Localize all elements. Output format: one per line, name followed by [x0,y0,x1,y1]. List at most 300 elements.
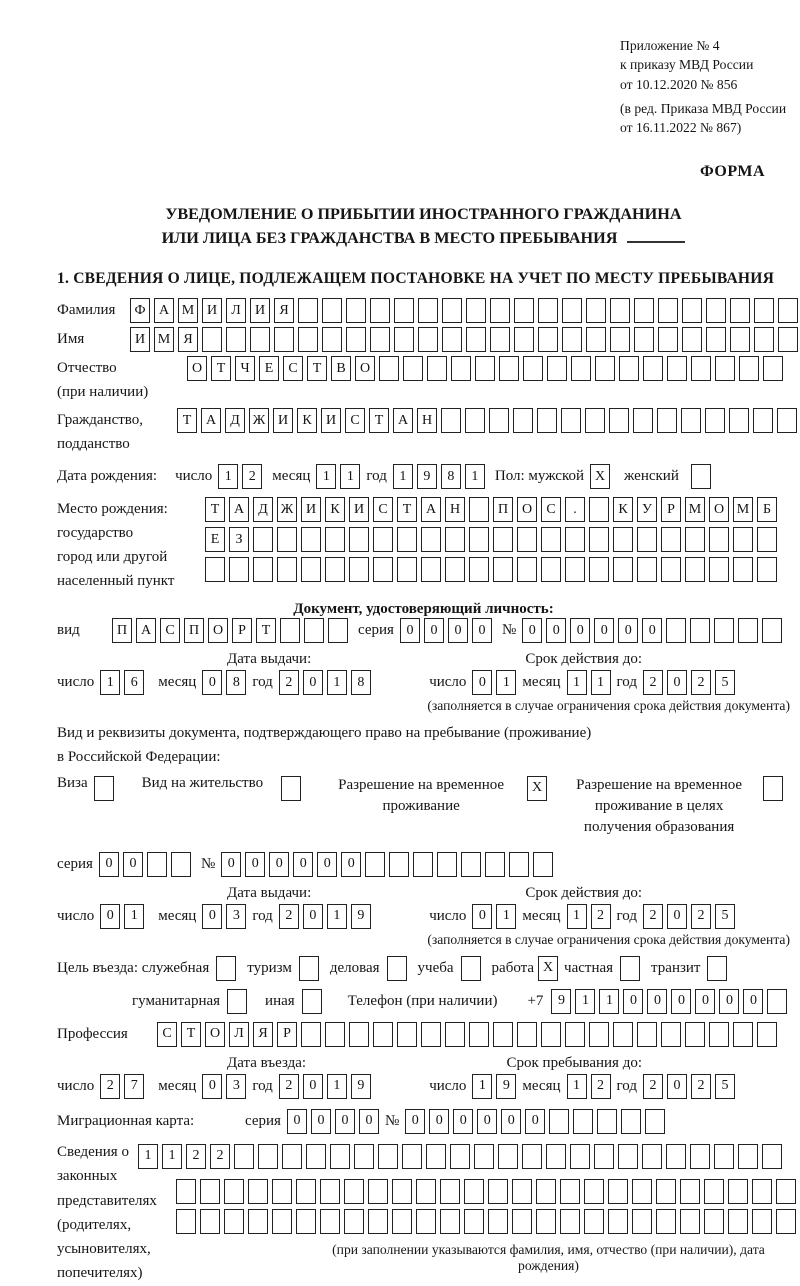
stay-year-cell[interactable]: 0 [667,1074,687,1099]
representatives-cell[interactable] [680,1209,700,1234]
temp-residence-education-checkbox[interactable] [763,776,783,801]
purpose-transit-checkbox[interactable] [707,956,727,981]
birth-month-cell[interactable]: 1 [340,464,360,489]
representatives-cell[interactable] [618,1144,638,1169]
birthplace-cell[interactable] [469,497,489,522]
birthplace-cell[interactable] [637,527,657,552]
name-cell[interactable] [418,327,438,352]
birth-month-cell[interactable]: 1 [316,464,336,489]
doc-type-cell[interactable]: П [184,618,204,643]
permit-series-cell[interactable] [171,852,191,877]
name-cell[interactable] [394,327,414,352]
permit-number-cell[interactable]: 0 [269,852,289,877]
name-cell[interactable] [586,327,606,352]
representatives-cell[interactable] [536,1179,556,1204]
representatives-cell[interactable] [176,1179,196,1204]
profession-cell[interactable] [373,1022,393,1047]
patronymic-cell[interactable]: Е [259,356,279,381]
representatives-cell[interactable] [296,1209,316,1234]
birth-day-cell[interactable]: 2 [242,464,262,489]
profession-cell[interactable]: О [205,1022,225,1047]
permit-number-cell[interactable]: 0 [293,852,313,877]
representatives-cell[interactable] [498,1144,518,1169]
representatives-cell[interactable] [584,1179,604,1204]
representatives-cell[interactable] [200,1179,220,1204]
doc-number-cell[interactable] [690,618,710,643]
permit-valid-month-cell[interactable]: 2 [591,904,611,929]
name-cell[interactable] [538,327,558,352]
citizenship-cell[interactable] [633,408,653,433]
birthplace-cell[interactable]: И [301,497,321,522]
patronymic-cell[interactable] [571,356,591,381]
citizenship-cell[interactable] [705,408,725,433]
representatives-cell[interactable] [570,1144,590,1169]
name-cell[interactable] [322,327,342,352]
surname-cell[interactable] [658,298,678,323]
doc-type-cell[interactable]: С [160,618,180,643]
doc-valid-day-cell[interactable]: 0 [472,670,492,695]
representatives-cell[interactable] [248,1209,268,1234]
migration-series-cell[interactable]: 0 [335,1109,355,1134]
patronymic-cell[interactable] [547,356,567,381]
representatives-cell[interactable] [714,1144,734,1169]
doc-type-cell[interactable] [328,618,348,643]
surname-cell[interactable] [442,298,462,323]
birthplace-cell[interactable] [661,527,681,552]
permit-issue-year-cell[interactable]: 0 [303,904,323,929]
permit-issue-year-cell[interactable]: 1 [327,904,347,929]
representatives-cell[interactable] [632,1179,652,1204]
representatives-cell[interactable] [234,1144,254,1169]
doc-type-cell[interactable]: А [136,618,156,643]
surname-cell[interactable] [586,298,606,323]
representatives-cell[interactable] [546,1144,566,1169]
birthplace-cell[interactable] [301,557,321,582]
doc-issue-year-cell[interactable]: 0 [303,670,323,695]
birthplace-cell[interactable] [277,557,297,582]
doc-series-cell[interactable]: 0 [424,618,444,643]
migration-number-cell[interactable]: 0 [501,1109,521,1134]
phone-cell[interactable]: 0 [743,989,763,1014]
representatives-cell[interactable] [392,1209,412,1234]
temp-residence-checkbox[interactable]: X [527,776,547,801]
name-cell[interactable] [202,327,222,352]
birthplace-cell[interactable]: М [733,497,753,522]
profession-cell[interactable]: Р [277,1022,297,1047]
patronymic-cell[interactable] [595,356,615,381]
birthplace-cell[interactable] [421,557,441,582]
representatives-cell[interactable] [632,1209,652,1234]
birthplace-cell[interactable]: Д [253,497,273,522]
permit-series-cell[interactable] [147,852,167,877]
name-cell[interactable] [370,327,390,352]
permit-number-cell[interactable] [485,852,505,877]
permit-valid-day-cell[interactable]: 0 [472,904,492,929]
surname-cell[interactable] [562,298,582,323]
representatives-cell[interactable] [608,1179,628,1204]
birthplace-cell[interactable] [733,527,753,552]
birthplace-cell[interactable] [253,527,273,552]
permit-issue-year-cell[interactable]: 9 [351,904,371,929]
representatives-cell[interactable] [728,1179,748,1204]
permit-number-cell[interactable] [509,852,529,877]
doc-type-cell[interactable] [304,618,324,643]
doc-issue-month-cell[interactable]: 8 [226,670,246,695]
profession-cell[interactable] [469,1022,489,1047]
birthplace-cell[interactable] [589,497,609,522]
representatives-cell[interactable] [656,1179,676,1204]
doc-type-cell[interactable]: П [112,618,132,643]
representatives-cell[interactable] [224,1209,244,1234]
representatives-cell[interactable] [416,1179,436,1204]
doc-number-cell[interactable] [762,618,782,643]
representatives-cell[interactable]: 2 [210,1144,230,1169]
doc-number-cell[interactable]: 0 [546,618,566,643]
citizenship-cell[interactable]: И [273,408,293,433]
surname-cell[interactable] [370,298,390,323]
phone-cell[interactable]: 0 [695,989,715,1014]
citizenship-cell[interactable] [609,408,629,433]
permit-number-cell[interactable]: 0 [341,852,361,877]
profession-cell[interactable]: Т [181,1022,201,1047]
birthplace-cell[interactable] [373,557,393,582]
migration-number-cell[interactable]: 0 [405,1109,425,1134]
representatives-cell[interactable] [354,1144,374,1169]
representatives-cell[interactable] [426,1144,446,1169]
citizenship-cell[interactable] [753,408,773,433]
birthplace-cell[interactable] [517,527,537,552]
migration-series-cell[interactable]: 0 [287,1109,307,1134]
migration-number-cell[interactable] [597,1109,617,1134]
birthplace-cell[interactable] [637,557,657,582]
birthplace-cell[interactable] [709,527,729,552]
representatives-cell[interactable] [464,1209,484,1234]
doc-issue-day-cell[interactable]: 1 [100,670,120,695]
patronymic-cell[interactable] [763,356,783,381]
entry-year-cell[interactable]: 9 [351,1074,371,1099]
doc-issue-year-cell[interactable]: 2 [279,670,299,695]
representatives-cell[interactable] [392,1179,412,1204]
purpose-other-checkbox[interactable] [302,989,322,1014]
birthplace-cell[interactable] [301,527,321,552]
birthplace-cell[interactable] [397,527,417,552]
birthplace-cell[interactable] [253,557,273,582]
surname-cell[interactable] [346,298,366,323]
representatives-cell[interactable] [474,1144,494,1169]
permit-number-cell[interactable] [461,852,481,877]
profession-cell[interactable] [493,1022,513,1047]
profession-cell[interactable] [589,1022,609,1047]
representatives-cell[interactable] [488,1209,508,1234]
birthplace-cell[interactable]: А [421,497,441,522]
representatives-cell[interactable] [512,1179,532,1204]
representatives-cell[interactable] [378,1144,398,1169]
citizenship-cell[interactable]: И [321,408,341,433]
birthplace-cell[interactable]: Н [445,497,465,522]
birthplace-cell[interactable]: О [709,497,729,522]
phone-cell[interactable]: 1 [575,989,595,1014]
patronymic-cell[interactable]: Т [307,356,327,381]
patronymic-cell[interactable]: О [187,356,207,381]
representatives-cell[interactable] [704,1209,724,1234]
representatives-cell[interactable] [450,1144,470,1169]
name-cell[interactable] [226,327,246,352]
birthplace-cell[interactable] [685,557,705,582]
birth-year-cell[interactable]: 9 [417,464,437,489]
citizenship-cell[interactable] [657,408,677,433]
representatives-cell[interactable] [488,1179,508,1204]
profession-cell[interactable] [445,1022,465,1047]
representatives-cell[interactable] [522,1144,542,1169]
citizenship-cell[interactable] [585,408,605,433]
citizenship-cell[interactable]: Д [225,408,245,433]
patronymic-cell[interactable]: Ч [235,356,255,381]
doc-valid-month-cell[interactable]: 1 [567,670,587,695]
permit-valid-month-cell[interactable]: 1 [567,904,587,929]
name-cell[interactable] [658,327,678,352]
surname-cell[interactable] [610,298,630,323]
birthplace-cell[interactable]: М [685,497,705,522]
phone-cell[interactable]: 0 [623,989,643,1014]
representatives-cell[interactable] [704,1179,724,1204]
surname-cell[interactable] [466,298,486,323]
profession-cell[interactable] [397,1022,417,1047]
permit-number-cell[interactable] [437,852,457,877]
name-cell[interactable] [298,327,318,352]
birthplace-cell[interactable]: К [613,497,633,522]
citizenship-cell[interactable]: А [393,408,413,433]
permit-number-cell[interactable] [533,852,553,877]
birthplace-cell[interactable] [589,557,609,582]
profession-cell[interactable] [613,1022,633,1047]
birthplace-cell[interactable] [445,527,465,552]
profession-cell[interactable] [685,1022,705,1047]
citizenship-cell[interactable] [561,408,581,433]
profession-cell[interactable]: С [157,1022,177,1047]
representatives-cell[interactable] [296,1179,316,1204]
migration-number-cell[interactable]: 0 [453,1109,473,1134]
birthplace-cell[interactable]: Т [397,497,417,522]
birthplace-cell[interactable] [493,527,513,552]
birthplace-cell[interactable] [445,557,465,582]
name-cell[interactable] [634,327,654,352]
birth-year-cell[interactable]: 1 [465,464,485,489]
representatives-cell[interactable] [176,1209,196,1234]
patronymic-cell[interactable] [451,356,471,381]
birthplace-cell[interactable]: Б [757,497,777,522]
representatives-cell[interactable] [584,1209,604,1234]
entry-month-cell[interactable]: 0 [202,1074,222,1099]
stay-year-cell[interactable]: 2 [643,1074,663,1099]
representatives-cell[interactable] [330,1144,350,1169]
surname-cell[interactable] [418,298,438,323]
name-cell[interactable] [250,327,270,352]
phone-cell[interactable]: 9 [551,989,571,1014]
permit-number-cell[interactable]: 0 [221,852,241,877]
citizenship-cell[interactable] [537,408,557,433]
entry-year-cell[interactable]: 1 [327,1074,347,1099]
permit-number-cell[interactable]: 0 [317,852,337,877]
doc-issue-day-cell[interactable]: 6 [124,670,144,695]
birth-year-cell[interactable]: 1 [393,464,413,489]
patronymic-cell[interactable]: Т [211,356,231,381]
migration-series-cell[interactable]: 0 [359,1109,379,1134]
migration-series-cell[interactable]: 0 [311,1109,331,1134]
surname-cell[interactable]: Я [274,298,294,323]
profession-cell[interactable] [301,1022,321,1047]
surname-cell[interactable] [706,298,726,323]
representatives-cell[interactable] [752,1209,772,1234]
name-cell[interactable] [610,327,630,352]
birthplace-cell[interactable] [709,557,729,582]
profession-cell[interactable]: Я [253,1022,273,1047]
representatives-cell[interactable] [248,1179,268,1204]
birthplace-cell[interactable] [325,557,345,582]
permit-number-cell[interactable]: 0 [245,852,265,877]
birthplace-cell[interactable] [757,527,777,552]
permit-issue-day-cell[interactable]: 0 [100,904,120,929]
citizenship-cell[interactable]: Т [369,408,389,433]
name-cell[interactable] [562,327,582,352]
representatives-cell[interactable] [344,1179,364,1204]
profession-cell[interactable] [757,1022,777,1047]
name-cell[interactable] [778,327,798,352]
surname-cell[interactable]: Л [226,298,246,323]
birthplace-cell[interactable]: З [229,527,249,552]
representatives-cell[interactable] [560,1209,580,1234]
doc-type-cell[interactable]: О [208,618,228,643]
surname-cell[interactable]: Ф [130,298,150,323]
representatives-cell[interactable] [440,1179,460,1204]
citizenship-cell[interactable]: С [345,408,365,433]
representatives-cell[interactable] [440,1209,460,1234]
doc-number-cell[interactable]: 0 [642,618,662,643]
phone-cell[interactable]: 0 [719,989,739,1014]
citizenship-cell[interactable] [681,408,701,433]
birth-day-cell[interactable]: 1 [218,464,238,489]
patronymic-cell[interactable] [619,356,639,381]
stay-year-cell[interactable]: 2 [691,1074,711,1099]
patronymic-cell[interactable] [427,356,447,381]
patronymic-cell[interactable] [643,356,663,381]
surname-cell[interactable] [538,298,558,323]
birthplace-cell[interactable] [469,557,489,582]
birthplace-cell[interactable]: П [493,497,513,522]
doc-type-cell[interactable] [280,618,300,643]
doc-issue-month-cell[interactable]: 0 [202,670,222,695]
name-cell[interactable] [346,327,366,352]
birthplace-cell[interactable] [517,557,537,582]
doc-issue-year-cell[interactable]: 1 [327,670,347,695]
patronymic-cell[interactable] [667,356,687,381]
doc-number-cell[interactable]: 0 [594,618,614,643]
citizenship-cell[interactable] [777,408,797,433]
doc-valid-month-cell[interactable]: 1 [591,670,611,695]
name-cell[interactable] [682,327,702,352]
purpose-business-checkbox[interactable] [387,956,407,981]
profession-cell[interactable] [349,1022,369,1047]
patronymic-cell[interactable] [715,356,735,381]
profession-cell[interactable] [517,1022,537,1047]
surname-cell[interactable] [730,298,750,323]
citizenship-cell[interactable] [489,408,509,433]
doc-series-cell[interactable]: 0 [400,618,420,643]
birthplace-cell[interactable]: И [349,497,369,522]
doc-number-cell[interactable]: 0 [522,618,542,643]
entry-month-cell[interactable]: 3 [226,1074,246,1099]
doc-number-cell[interactable] [714,618,734,643]
profession-cell[interactable] [565,1022,585,1047]
birthplace-cell[interactable] [589,527,609,552]
purpose-official-checkbox[interactable] [216,956,236,981]
representatives-cell[interactable] [594,1144,614,1169]
birthplace-cell[interactable] [493,557,513,582]
stay-day-cell[interactable]: 1 [472,1074,492,1099]
representatives-cell[interactable] [320,1209,340,1234]
surname-cell[interactable] [778,298,798,323]
citizenship-cell[interactable]: Н [417,408,437,433]
birthplace-cell[interactable] [565,557,585,582]
citizenship-cell[interactable]: К [297,408,317,433]
stay-year-cell[interactable]: 5 [715,1074,735,1099]
permit-valid-year-cell[interactable]: 2 [643,904,663,929]
surname-cell[interactable] [490,298,510,323]
profession-cell[interactable] [541,1022,561,1047]
birthplace-cell[interactable] [613,527,633,552]
name-cell[interactable]: И [130,327,150,352]
surname-cell[interactable] [322,298,342,323]
birthplace-cell[interactable] [205,557,225,582]
birthplace-cell[interactable] [541,527,561,552]
phone-cell[interactable]: 0 [671,989,691,1014]
patronymic-cell[interactable] [523,356,543,381]
representatives-cell[interactable] [200,1209,220,1234]
profession-cell[interactable] [661,1022,681,1047]
surname-cell[interactable]: И [250,298,270,323]
birthplace-cell[interactable] [397,557,417,582]
representatives-cell[interactable] [680,1179,700,1204]
representatives-cell[interactable] [282,1144,302,1169]
doc-number-cell[interactable] [738,618,758,643]
representatives-cell[interactable] [464,1179,484,1204]
doc-valid-year-cell[interactable]: 2 [691,670,711,695]
birthplace-cell[interactable] [733,557,753,582]
representatives-cell[interactable] [368,1179,388,1204]
stay-month-cell[interactable]: 2 [591,1074,611,1099]
representatives-cell[interactable]: 1 [162,1144,182,1169]
doc-series-cell[interactable]: 0 [472,618,492,643]
phone-cell[interactable] [767,989,787,1014]
birthplace-cell[interactable]: Р [661,497,681,522]
birthplace-cell[interactable]: О [517,497,537,522]
name-cell[interactable] [274,327,294,352]
representatives-cell[interactable] [642,1144,662,1169]
representatives-cell[interactable] [762,1144,782,1169]
citizenship-cell[interactable] [465,408,485,433]
phone-cell[interactable]: 1 [599,989,619,1014]
citizenship-cell[interactable] [441,408,461,433]
name-cell[interactable] [754,327,774,352]
representatives-cell[interactable] [608,1209,628,1234]
sex-female-checkbox[interactable] [691,464,711,489]
surname-cell[interactable] [634,298,654,323]
purpose-tourism-checkbox[interactable] [299,956,319,981]
representatives-cell[interactable] [776,1179,796,1204]
migration-number-cell[interactable]: 0 [525,1109,545,1134]
birthplace-cell[interactable] [229,557,249,582]
permit-issue-month-cell[interactable]: 0 [202,904,222,929]
permit-issue-year-cell[interactable]: 2 [279,904,299,929]
